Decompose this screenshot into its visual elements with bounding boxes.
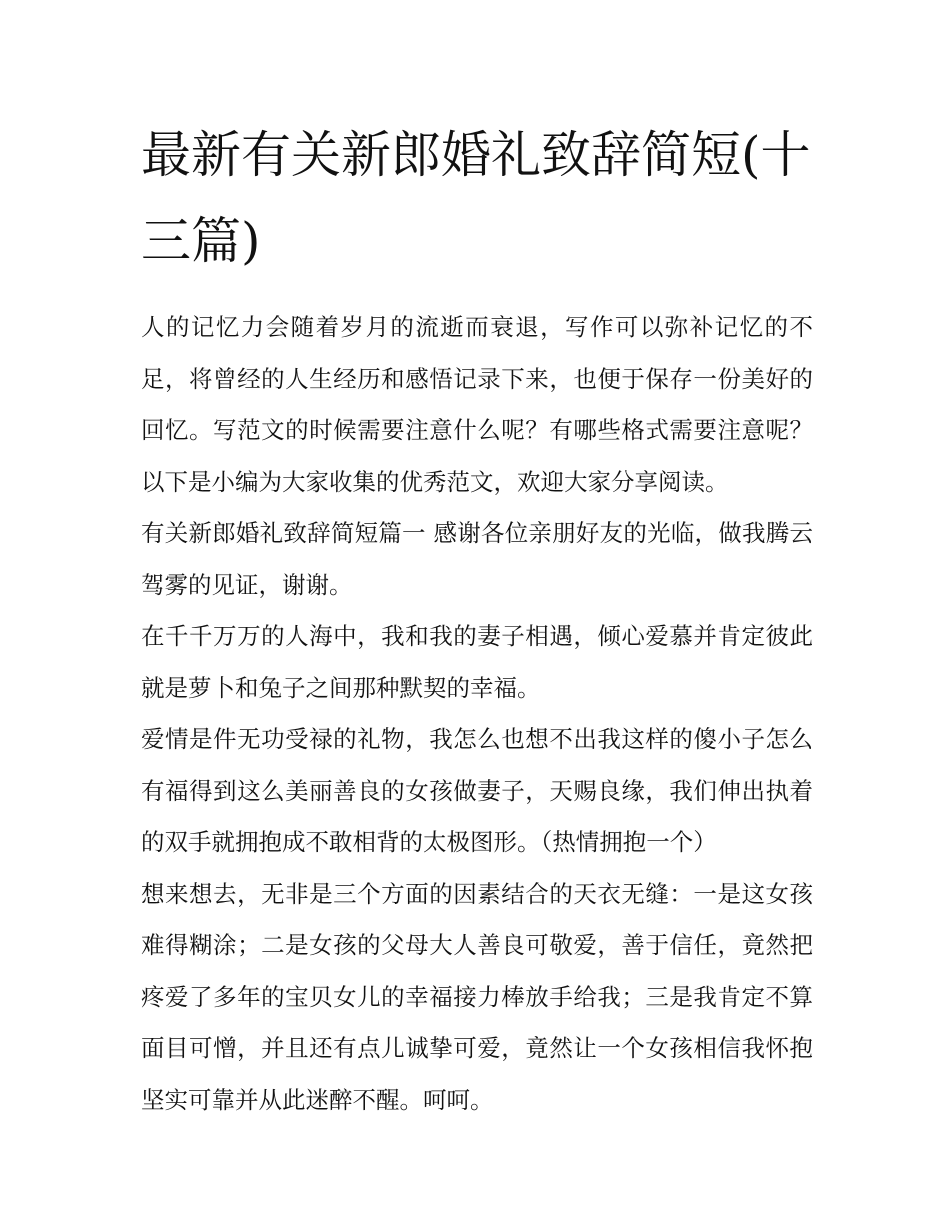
love-gift-paragraph: 爱情是件无功受禄的礼物，我怎么也想不出我这样的傻小子怎么有福得到这么美丽善良的女孩做妻子，天赐良缘，我们伸出执着的双手就拥抱成不敢相背的太极图形。（热情拥抱一个） [141,725,813,856]
document-title: 最新有关新郎婚礼致辞简短(十三篇) [141,126,811,270]
meeting-paragraph: 在千千万万的人海中，我和我的妻子相遇，倾心爱慕并肯定彼此就是萝卜和兔子之间那种默契的幸福。 [141,622,813,702]
document-content [141,112,813,1126]
intro-paragraph: 人的记忆力会随着岁月的流逝而衰退，写作可以弥补记忆的不足，将曾经的人生经历和感悟记录下来，也便于保存一份美好的回忆。写范文的时候需要注意什么呢？有哪些格式需要注意呢？以下是小编为大家收集的优秀范文，欢迎大家分享阅读。 [141,313,813,496]
three-reasons-paragraph: 想来想去，无非是三个方面的因素结合的天衣无缝：一是这女孩难得糊涂；二是女孩的父母大人善良可敬爱，善于信任，竟然把疼爱了多年的宝贝女儿的幸福接力棒放手给我；三是我肯定不算面目可憎，并且还有点儿诚挚可爱，竟然让一个女孩相信我怀抱坚实可靠并从此迷醉不醒。呵呵。 [141,879,813,1114]
thanks-paragraph: 有关新郎婚礼致辞简短篇一 感谢各位亲朋好友的光临，做我腾云驾雾的见证，谢谢。 [141,519,813,599]
